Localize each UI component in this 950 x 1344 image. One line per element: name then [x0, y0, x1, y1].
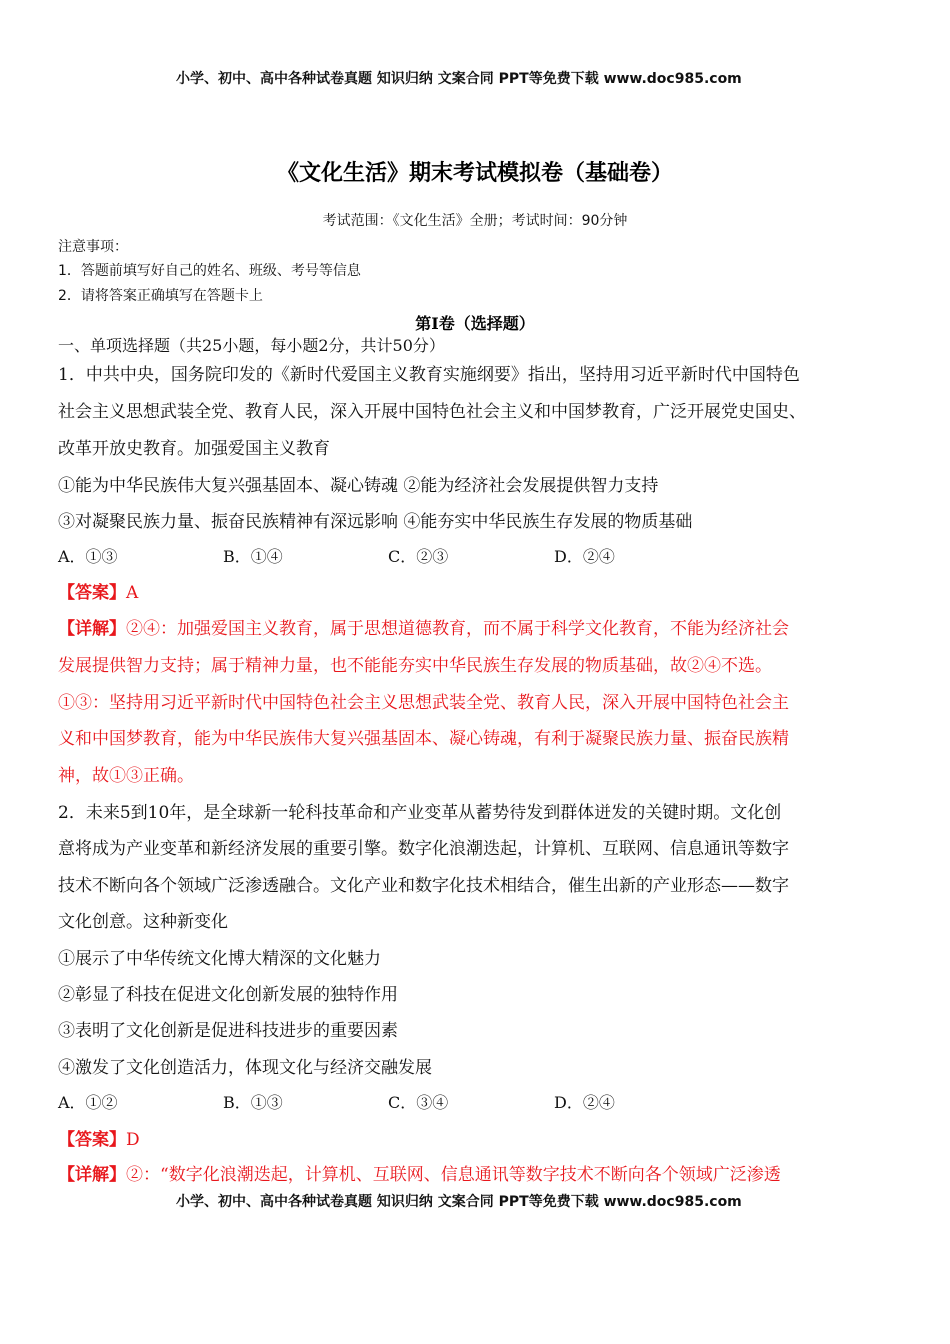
q2-stem-line: 意将成为产业变革和新经济发展的重要引擎。数字化浪潮迭起，计算机、互联网、信息通讯等数字: [58, 839, 789, 859]
q2-stem-line: 技术不断向各个领域广泛渗透融合。文化产业和数字化技术相结合，催生出新的产业形态——数字: [58, 876, 789, 896]
q1-stem-line: 改革开放史教育。加强爱国主义教育: [58, 439, 330, 459]
q2-answer: [58, 1125, 140, 1150]
q2-options: [58, 1090, 758, 1112]
exam-info: 考试范围：《文化生活》全册；考试时间：90分钟: [322, 213, 628, 229]
q2-option-d: D．②④: [554, 1093, 615, 1112]
answer-value: A: [126, 583, 139, 603]
q2-stem-line: 文化创意。这种新变化: [58, 912, 228, 932]
q1-stem-line: 1．中共中央，国务院印发的《新时代爱国主义教育实施纲要》指出，坚持用习近平新时代中国特色: [58, 365, 800, 385]
q1-option-d: D．②④: [554, 547, 615, 566]
explain-label: 【详解】: [58, 1165, 126, 1185]
q2-option-b: B．①③: [223, 1093, 283, 1112]
q2-statement: ④激发了文化创造活力，体现文化与经济交融发展: [58, 1058, 432, 1078]
q1-explain-line: [58, 614, 789, 639]
answer-value: D: [126, 1130, 140, 1150]
q2-option-a: A．①②: [58, 1093, 118, 1112]
q2-stem-line: 2．未来5到10年，是全球新一轮科技革命和产业变革从蓄势待发到群体迸发的关键时期。文化创: [58, 803, 782, 823]
q1-explain-line: 神，故①③正确。: [58, 766, 194, 786]
q1-statement: ③对凝聚民族力量、振奋民族精神有深远影响 ④能夯实中华民族生存发展的物质基础: [58, 512, 693, 532]
section-title: 一、单项选择题（共25小题，每小题2分，共计50分）: [58, 336, 445, 355]
notes-heading: 注意事项：: [58, 239, 128, 255]
answer-label: 【答案】: [58, 1130, 126, 1150]
q1-statement: ①能为中华民族伟大复兴强基固本、凝心铸魂 ②能为经济社会发展提供智力支持: [58, 476, 659, 496]
q1-stem-line: 社会主义思想武装全党、教育人民，深入开展中国特色社会主义和中国梦教育，广泛开展党史国史、: [58, 402, 806, 422]
page-header: 小学、初中、高中各种试卷真题 知识归纳 文案合同 PPT等免费下载 www.doc985.com: [176, 71, 742, 87]
q1-option-b: B．①④: [223, 547, 283, 566]
explain-text: ②④：加强爱国主义教育，属于思想道德教育，而不属于科学文化教育，不能为经济社会: [126, 619, 789, 639]
q2-statement: ①展示了中华传统文化博大精深的文化魅力: [58, 949, 381, 969]
explain-label: 【详解】: [58, 619, 126, 639]
q1-option-c: C．②③: [388, 547, 449, 566]
q1-option-a: A．①③: [58, 547, 118, 566]
note-item: 1．答题前填写好自己的姓名、班级、考号等信息: [58, 263, 361, 279]
page-footer: 小学、初中、高中各种试卷真题 知识归纳 文案合同 PPT等免费下载 www.doc985.com: [176, 1194, 742, 1210]
q2-option-c: C．③④: [388, 1093, 449, 1112]
q2-statement: ②彰显了科技在促进文化创新发展的独特作用: [58, 985, 398, 1005]
q1-answer: [58, 578, 138, 603]
q2-statement: ③表明了文化创新是促进科技进步的重要因素: [58, 1021, 398, 1041]
q1-explain-line: 义和中国梦教育，能为中华民族伟大复兴强基固本、凝心铸魂，有利于凝聚民族力量、振奋民族精: [58, 729, 789, 749]
q1-explain-line: ①③：坚持用习近平新时代中国特色社会主义思想武装全党、教育人民，深入开展中国特色社会主: [58, 693, 789, 713]
q1-explain-line: 发展提供智力支持；属于精神力量，也不能能夯实中华民族生存发展的物质基础，故②④不选。: [58, 656, 772, 676]
exam-title: 《文化生活》期末考试模拟卷（基础卷）: [276, 161, 673, 186]
explain-text: ②：“数字化浪潮迭起，计算机、互联网、信息通讯等数字技术不断向各个领域广泛渗透: [126, 1165, 781, 1185]
part-title: 第Ⅰ卷（选择题）: [415, 314, 535, 333]
q1-options: [58, 544, 758, 566]
answer-label: 【答案】: [58, 583, 126, 603]
note-item: 2．请将答案正确填写在答题卡上: [58, 288, 263, 304]
q2-explain-line: [58, 1160, 781, 1185]
